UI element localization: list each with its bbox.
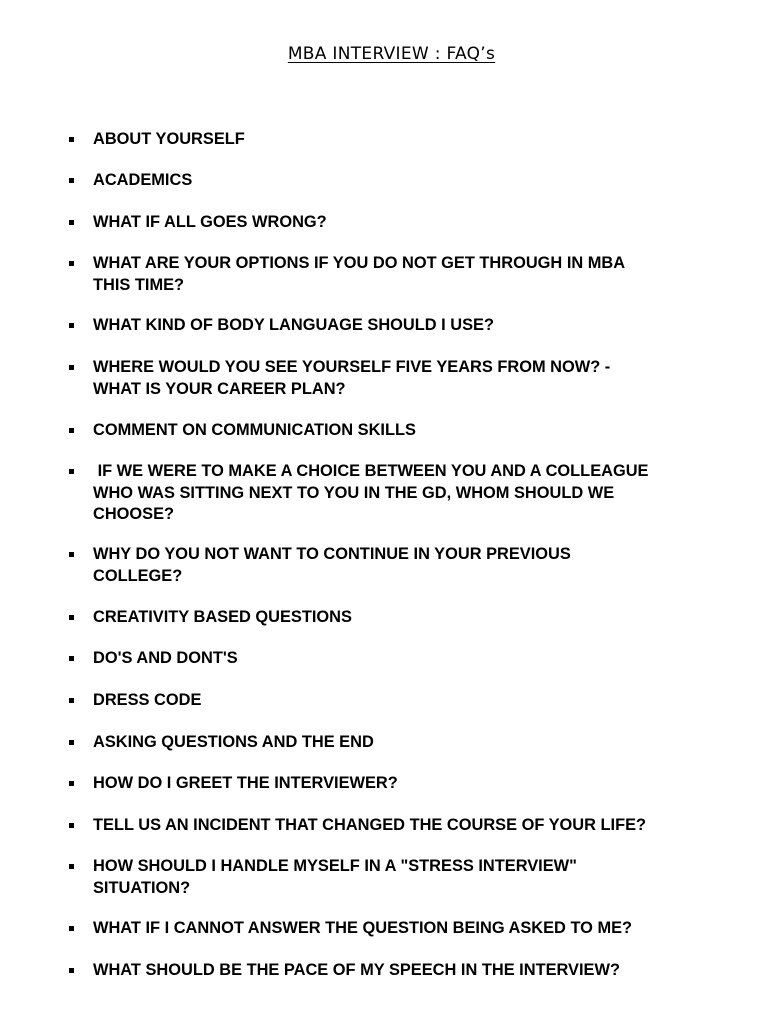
list-item <box>93 129 733 151</box>
bullet-icon <box>69 323 74 328</box>
page-title: MBA INTERVIEW : FAQ’s <box>287 44 496 64</box>
bullet-icon <box>69 698 74 703</box>
bullet-icon <box>69 926 74 931</box>
list-item <box>93 544 733 587</box>
list-item-text: WHAT IF I CANNOT ANSWER THE QUESTION BEING ASKED TO ME? <box>93 919 633 937</box>
bullet-icon <box>69 178 74 183</box>
list-item-text: WHAT IF ALL GOES WRONG? <box>93 213 327 231</box>
list-item-text: COMMENT ON COMMUNICATION SKILLS <box>93 421 416 439</box>
bullet-icon <box>69 469 74 474</box>
list-item-text: WHAT SHOULD BE THE PACE OF MY SPEECH IN THE INTERVIEW? <box>93 961 620 979</box>
list-item <box>93 815 733 837</box>
list-item <box>93 607 733 629</box>
list-item-text: HOW DO I GREET THE INTERVIEWER? <box>93 774 398 792</box>
list-item-text: ACADEMICS <box>93 171 193 189</box>
bullet-icon <box>69 823 74 828</box>
list-item-text: HOW SHOULD I HANDLE MYSELF IN A "STRESS INTERVIEW" SITUATION? <box>93 857 577 897</box>
list-item <box>93 856 733 899</box>
list-item <box>93 690 733 712</box>
bullet-icon <box>69 781 74 786</box>
list-item-text: WHAT KIND OF BODY LANGUAGE SHOULD I USE? <box>93 316 494 334</box>
bullet-icon <box>69 656 74 661</box>
list-item-text: ASKING QUESTIONS AND THE END <box>93 733 374 751</box>
list-item-text: WHERE WOULD YOU SEE YOURSELF FIVE YEARS FROM NOW? - WHAT IS YOUR CAREER PLAN? <box>93 358 611 398</box>
list-item <box>93 773 733 795</box>
bullet-icon <box>69 365 74 370</box>
list-item-text: CREATIVITY BASED QUESTIONS <box>93 608 352 626</box>
list-item <box>93 461 733 526</box>
list-item <box>93 212 733 234</box>
list-item-text: DRESS CODE <box>93 691 202 709</box>
list-item-text: IF WE WERE TO MAKE A CHOICE BETWEEN YOU AND A COLLEAGUE WHO WAS SITTING NEXT TO YOU IN THE GD, WHOM SHOULD WE CHOOSE? <box>93 462 649 523</box>
bullet-icon <box>69 552 74 557</box>
list-item-text: WHAT ARE YOUR OPTIONS IF YOU DO NOT GET THROUGH IN MBA THIS TIME? <box>93 254 626 294</box>
list-item <box>93 960 733 982</box>
bullet-icon <box>69 137 74 142</box>
list-item <box>93 732 733 754</box>
list-item-text: TELL US AN INCIDENT THAT CHANGED THE COURSE OF YOUR LIFE? <box>93 816 647 834</box>
list-item-text: WHY DO YOU NOT WANT TO CONTINUE IN YOUR PREVIOUS COLLEGE? <box>93 545 571 585</box>
bullet-icon <box>69 261 74 266</box>
bullet-icon <box>69 864 74 869</box>
list-item-text: ABOUT YOURSELF <box>93 130 245 148</box>
list-item <box>93 253 733 296</box>
list-item-text: DO'S AND DONT'S <box>93 649 238 667</box>
bullet-icon <box>69 615 74 620</box>
bullet-icon <box>69 428 74 433</box>
list-item <box>93 648 733 670</box>
bullet-icon <box>69 740 74 745</box>
bullet-icon <box>69 968 74 973</box>
list-item <box>93 420 733 442</box>
list-item <box>93 315 733 337</box>
list-item <box>93 918 733 940</box>
list-item <box>93 357 733 400</box>
list-item <box>93 170 733 192</box>
bullet-icon <box>69 220 74 225</box>
